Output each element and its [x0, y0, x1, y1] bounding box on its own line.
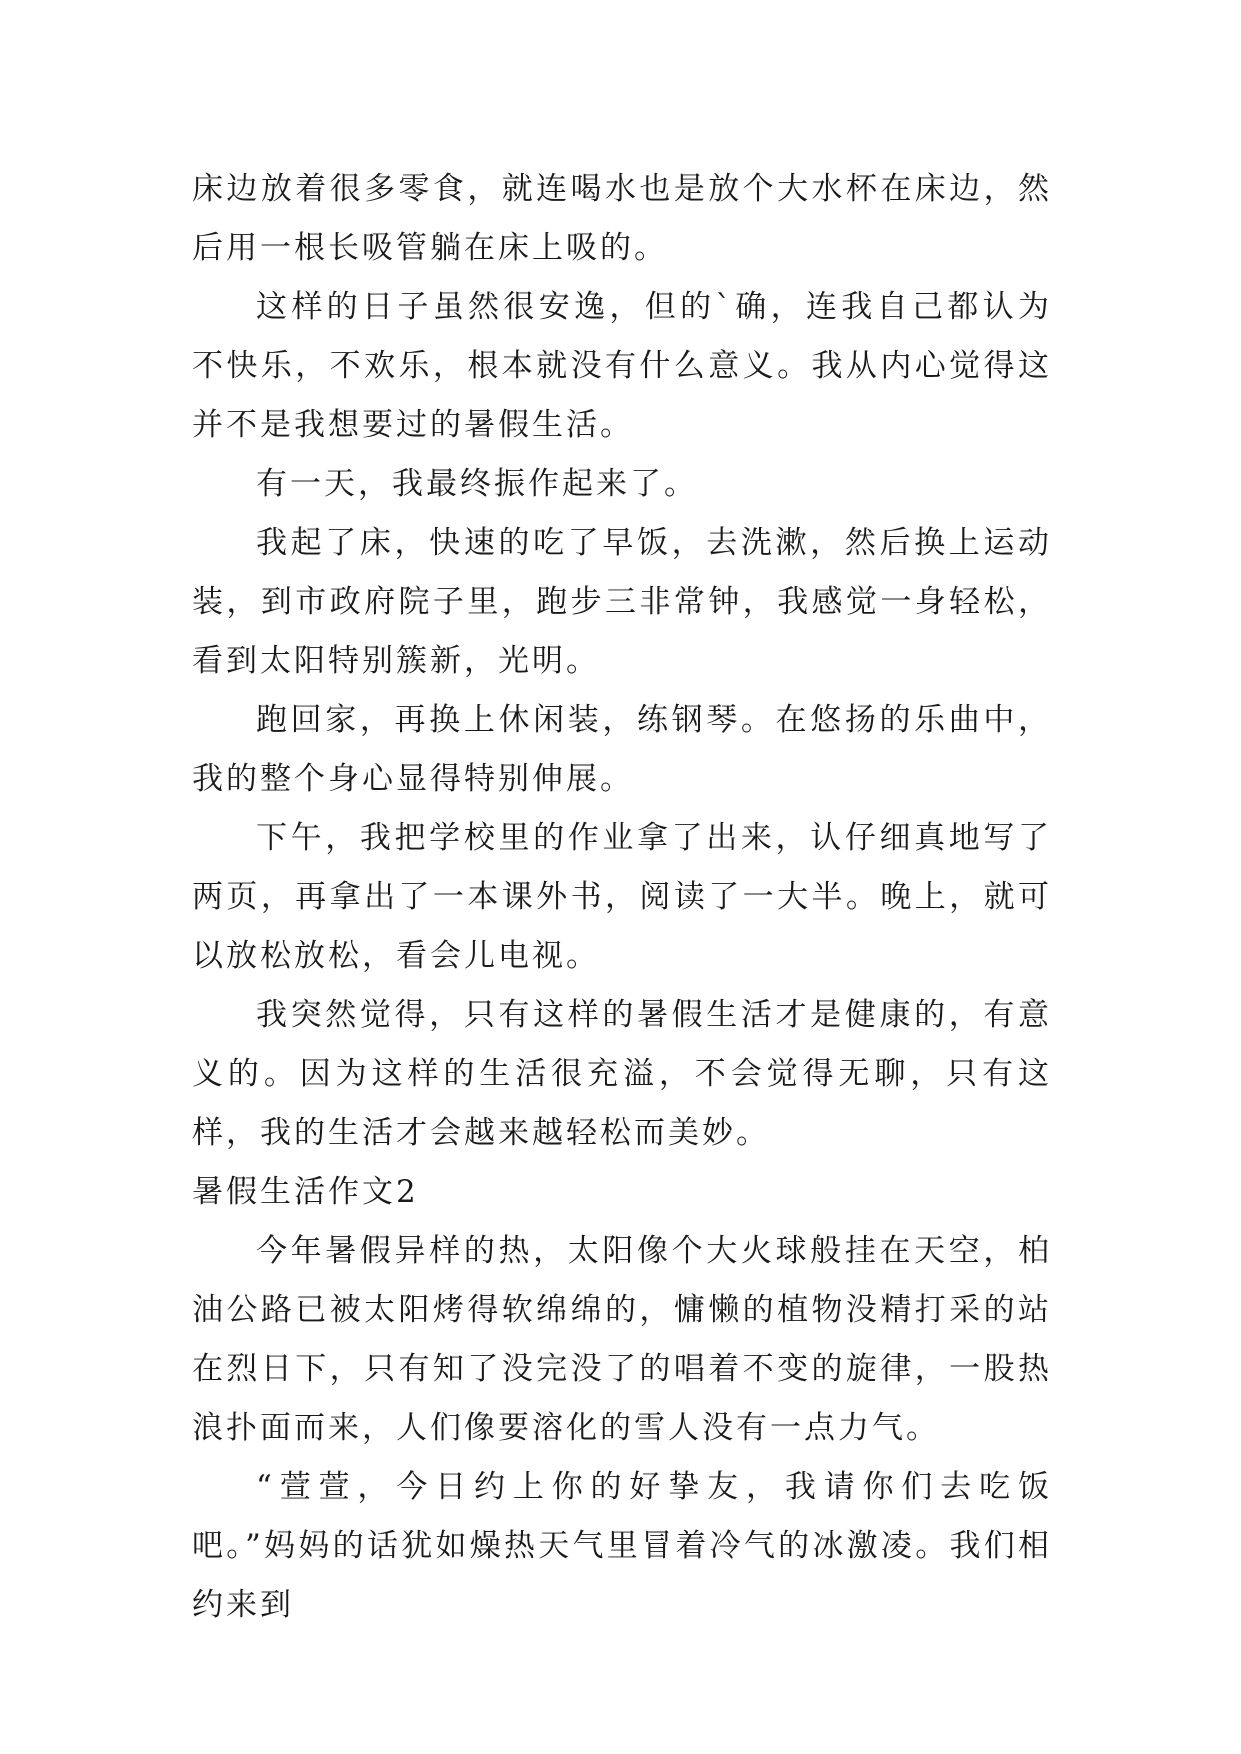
paragraph: 今年暑假异样的热，太阳像个大火球般挂在天空，柏油公路已被太阳烤得软绵绵的，慵懒的植物没精打采的站在烈日下，只有知了没完没了的唱着不变的旋律，一股热浪扑面而来，人们像要溶化的雪人没有一点力气。 [192, 1233, 1052, 1446]
paragraph: 这样的日子虽然很安逸，但的`确，连我自己都认为不快乐，不欢乐，根本就没有什么意义。我从内心觉得这并不是我想要过的暑假生活。 [192, 289, 1052, 443]
paragraph: 下午，我把学校里的作业拿了出来，认仔细真地写了两页，再拿出了一本课外书，阅读了一大半。晚上，就可以放松放松，看会儿电视。 [192, 820, 1052, 974]
paragraph: 床边放着很多零食，就连喝水也是放个大水杯在床边，然后用一根长吸管躺在床上吸的。 [192, 171, 1052, 266]
section-heading: 暑假生活作文2 [192, 1174, 419, 1210]
paragraph: “萱萱，今日约上你的好挚友，我请你们去吃饭吧。”妈妈的话犹如燥热天气里冒着冷气的冰激凌。我们相约来到 [192, 1469, 1052, 1623]
paragraph: 我突然觉得，只有这样的暑假生活才是健康的，有意义的。因为这样的生活很充溢，不会觉得无聊，只有这样，我的生活才会越来越轻松而美妙。 [192, 997, 1052, 1151]
paragraph: 跑回家，再换上休闲装，练钢琴。在悠扬的乐曲中，我的整个身心显得特别伸展。 [192, 702, 1052, 797]
paragraph: 我起了床，快速的吃了早饭，去洗漱，然后换上运动装，到市政府院子里，跑步三非常钟，我感觉一身轻松，看到太阳特别簇新，光明。 [192, 525, 1052, 679]
paragraph: 有一天，我最终振作起来了。 [256, 466, 698, 502]
document-body [192, 160, 1052, 1635]
